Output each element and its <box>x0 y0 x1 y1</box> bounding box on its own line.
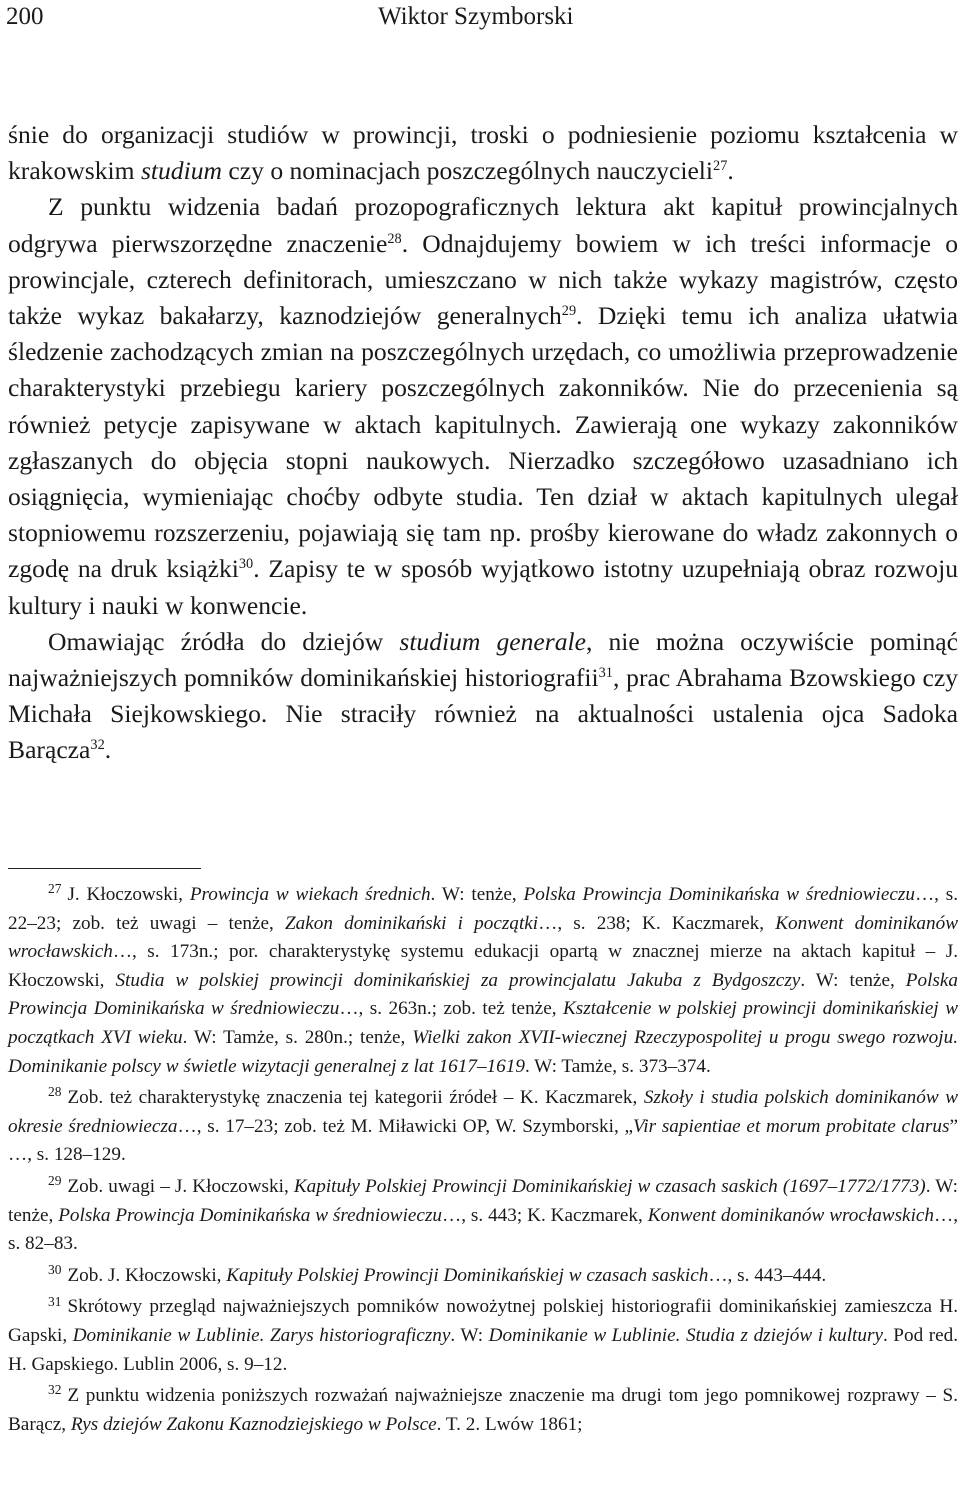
fn-title: Konwent dominikanów wrocławskich <box>647 1204 935 1226</box>
fn-text: . T. 2. Lwów 1861; <box>436 1413 583 1435</box>
fn-title: Vir sapientiae et morum probitate clarus <box>633 1115 950 1137</box>
text-run: . <box>727 156 734 186</box>
fn-text: . W: tenże, <box>430 884 524 905</box>
text-run: . Odnajdujemy bowiem w ich treści informacje o prowincjale, czterech definitorach, umieszczano w nich także wykazy magistrów, często także wykaz bakałarzy, kaznodziejów generalnych <box>8 228 958 331</box>
footnotes <box>8 881 958 1442</box>
text-run: Z punktu widzenia badań prozopograficznych lektura akt kapituł prowincjalnych odgrywa pierwszorzędne znaczenie <box>8 192 958 258</box>
footnote-31 <box>8 1293 958 1379</box>
fn-text: . Pod red. H. Gapskiego. Lublin 2006, s. 9–12. <box>8 1324 959 1375</box>
fn-text: . W: tenże, <box>800 969 906 991</box>
footnote-number: 27 <box>48 881 62 897</box>
fn-title: Polska Prowincja Dominikańska w średniowieczu <box>58 1204 443 1226</box>
footnote-30 <box>8 1262 958 1291</box>
fn-text: …, s. 17–23; zob. też M. Miławicki OP, W. Szymborski, „ <box>177 1115 633 1137</box>
fn-text: . W: Tamże, s. 373–374. <box>524 1055 711 1077</box>
fn-text: . W: <box>450 1324 489 1346</box>
running-title: Wiktor Szymborski <box>378 3 574 30</box>
fn-text: . W: tenże, <box>8 1175 958 1226</box>
fn-title: Rys dziejów Zakonu Kaznodziejskiego w Polsce <box>70 1413 437 1435</box>
footnote-ref-30: 30 <box>238 556 254 573</box>
fn-title: Zakon dominikański i początki <box>285 912 539 934</box>
fn-text: …, s. 443; K. Kaczmarek, <box>442 1204 648 1226</box>
footnote-separator <box>8 868 201 869</box>
text-run: . Zapisy te w sposób wyjątkowo istotny uzupełniają obraz rozwoju kultury i nauki w konwencie. <box>8 554 958 620</box>
footnote-32 <box>8 1382 958 1439</box>
fn-title: Kapituły Polskiej Prowincji Dominikańskiej w czasach saskich (1697–1772/1773) <box>293 1175 926 1197</box>
fn-text: . W: Tamże, s. 280n.; tenże, <box>182 1026 413 1048</box>
paragraph-sources <box>8 624 958 769</box>
italic-term: studium generale <box>399 626 587 656</box>
footnote-number: 31 <box>48 1293 62 1309</box>
page-number: 200 <box>6 3 44 30</box>
footnote-ref-27: 27 <box>713 158 728 175</box>
text-run: . <box>104 735 112 765</box>
footnote-ref-31: 31 <box>598 665 613 682</box>
footnote-ref-28: 28 <box>387 230 402 247</box>
fn-text: Zob. uwagi – J. Kłoczowski, <box>67 1175 294 1197</box>
paragraph-prosopography <box>8 189 958 623</box>
text-run: , prac Abrahama Bzowskiego czy Michała Siejkowskiego. Nie straciły również na aktualności ustalenia ojca Sadoka Barącza <box>8 663 958 765</box>
italic-term: studium <box>140 156 222 186</box>
footnote-number: 29 <box>48 1173 62 1189</box>
fn-title: Konwent dominikanów wrocławskich <box>8 912 959 963</box>
text-run: czy o nominacjach poszczególnych nauczycieli <box>222 156 714 186</box>
fn-text: …, s. 443–444. <box>708 1264 827 1286</box>
fn-title: Polska Prowincja Dominikańska w średniowieczu <box>523 884 915 905</box>
paragraph-continued <box>8 117 958 189</box>
fn-title: Dominikanie w Lublinie. Studia z dziejów i kultury <box>488 1324 883 1346</box>
text-run: Omawiając źródła do dziejów <box>48 626 400 656</box>
text-run: , nie można oczywiście pominąć najważniejszych pomników dominikańskiej historiografii <box>8 626 959 693</box>
fn-text: …, s. 82–83. <box>8 1204 958 1255</box>
fn-title: Kapituły Polskiej Prowincji Dominikańskiej w czasach saskich <box>226 1264 709 1286</box>
footnote-number: 30 <box>48 1262 62 1277</box>
fn-text: …, s. 173n.; por. charakterystykę systemu edukacji opartą w znacznej mierze na aktach kapituł – J. Kłoczowski, <box>8 941 958 991</box>
fn-text: …, s. 263n.; zob. też tenże, <box>339 998 563 1020</box>
fn-text: …, s. 22–23; zob. też uwagi – tenże, <box>8 884 959 934</box>
fn-text: …, s. 238; K. Kaczmarek, <box>538 912 776 934</box>
text-run: . Dzięki temu ich analiza ułatwia śledzenie zachodzących zmian na poszczególnych urzędach, co umożliwia przeprowadzenie charakterystyki przebiegu kariery poszczególnych zakonników. Nie do przecenienia są również petycje zapisywane w aktach kapitulnych. Zawierają one wykazy zakonników zgłaszanych do objęcia stopni naukowych. Nierzadko szczegółowo uzasadniano ich osiągnięcia, wymieniając choćby odbyte studia. Ten dział w aktach kapitulnych ulegał stopniowemu rozszerzeniu, pojawiają się tam np. prośby kierowane do władz zakonnych o zgodę na druk książki <box>8 301 959 584</box>
fn-title: Szkoły i studia polskich dominikanów w okresie średniowiecza <box>8 1087 958 1137</box>
fn-text: Skrótowy przegląd najważniejszych pomników nowożytnej polskiej historiografii dominikańskiej zamieszcza H. Gapski, <box>8 1296 958 1346</box>
main-text <box>8 117 958 769</box>
footnote-28 <box>8 1084 958 1170</box>
fn-title: Dominikanie w Lublinie. Zarys historiograficzny <box>72 1324 451 1346</box>
footnote-number: 28 <box>48 1084 62 1100</box>
text-run: śnie do organizacji studiów w prowincji, troski o podniesienie poziomu kształcenia w krakowskim <box>8 120 958 186</box>
fn-text: Zob. też charakterystykę znaczenia tej kategorii źródeł – K. Kaczmarek, <box>67 1087 644 1109</box>
fn-text: Z punktu widzenia poniższych rozważań najważniejsze znaczenie ma drugi tom jego pomnikowej rozprawy – S. Barącz, <box>8 1385 958 1435</box>
fn-title: Prowincja w wiekach średnich <box>189 884 431 905</box>
footnote-29 <box>8 1173 958 1259</box>
fn-text: J. Kłoczowski, <box>67 884 190 905</box>
fn-title: Studia w polskiej prowincji dominikańskiej za prowincjalatu Jakuba z Bydgoszczy <box>115 969 801 991</box>
fn-text: ” …, s. 128–129. <box>8 1115 958 1166</box>
fn-title: Wielki zakon XVII-wiecznej Rzeczypospolitej u progu swego rozwoju. Dominikanie polscy w świetle wizytacji generalnej z lat 1617–1619 <box>8 1026 958 1077</box>
footnote-number: 32 <box>48 1382 62 1398</box>
footnote-ref-29: 29 <box>561 303 577 320</box>
page-header <box>6 2 954 32</box>
footnote-27 <box>8 881 958 1081</box>
footnote-ref-32: 32 <box>90 737 105 754</box>
fn-title: Polska Prowincja Dominikańska w średniowieczu <box>8 969 958 1020</box>
fn-title: Kształcenie w polskiej prowincji dominikańskiej w początkach XVI wieku <box>8 998 959 1048</box>
fn-text: Zob. J. Kłoczowski, <box>67 1264 227 1286</box>
